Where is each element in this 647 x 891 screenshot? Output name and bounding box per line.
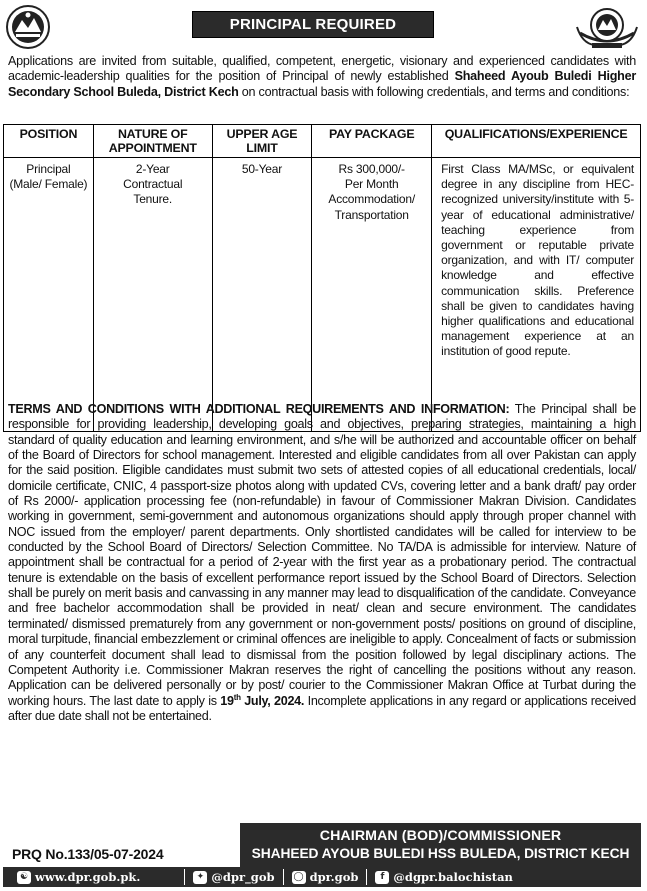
intro-text-after: on contractual basis with following credentials, and terms and conditions: xyxy=(238,84,630,99)
footer-instagram[interactable]: ◯ dpr.gob xyxy=(293,870,359,884)
cell-pay: Rs 300,000/- Per Month Accommodation/ Transportation xyxy=(312,158,432,432)
cell-position: Principal (Male/ Female) xyxy=(4,158,94,432)
header-nature: NATURE OF APPOINTMENT xyxy=(93,125,212,158)
school-name: Shaheed Ayoub Buledi Higher Secondary School Buleda, District Kech xyxy=(8,69,636,99)
government-logo-icon xyxy=(5,4,51,50)
cell-nature: 2-Year Contractual Tenure. xyxy=(93,158,212,432)
footer-divider xyxy=(366,869,367,885)
table-row xyxy=(4,158,641,432)
terms-paragraph xyxy=(8,402,636,724)
intro-text-before: Applications are invited from suitable, qualified, competent, energetic, visionary and experienced candidates with academic-leadership qualities for the position of Principal of newly established xyxy=(8,54,636,84)
terms-closing: Incomplete applications in any regard or applications received after due date shall not be entertained. xyxy=(8,693,636,723)
cell-age: 50-Year xyxy=(212,158,312,432)
twitter-icon: ✦ xyxy=(193,871,207,884)
intro-paragraph xyxy=(8,54,636,100)
footer-facebook[interactable]: f @dgpr.balochistan xyxy=(375,870,513,884)
signature-line-2: SHAHEED AYOUB BULEDI HSS BULEDA, DISTRICT KECH xyxy=(251,846,630,861)
header-age: UPPER AGE LIMIT xyxy=(212,125,312,158)
header xyxy=(0,0,647,54)
table-header-row xyxy=(4,125,641,158)
cell-qualifications: First Class MA/MSc, or equivalent degree in any discipline from HEC-recognized university/institute with 5-year of educational administrative/ teaching experience from government or reputable private organization, and with IT/ computer knowledge and effective communication skills. Preference shall be given to candidates having higher qualifications and educational management experience at an institution of good repute. xyxy=(432,158,641,432)
signature-block xyxy=(240,823,641,868)
instagram-icon: ◯ xyxy=(293,871,304,882)
header-pay: PAY PACKAGE xyxy=(312,125,432,158)
deadline-date: 19th July, 2024. xyxy=(220,692,305,708)
page-title: PRINCIPAL REQUIRED xyxy=(192,11,434,38)
footer-twitter[interactable]: ✦ @dpr_gob xyxy=(193,870,274,884)
prq-number: PRQ No.133/05-07-2024 xyxy=(12,846,164,862)
footer-bar xyxy=(3,867,641,887)
footer-divider xyxy=(283,869,284,885)
terms-body: The Principal shall be responsible for providing leadership, developing goals and objectives, preparing strategies, maintaining a high standard of quality education and learning environment, and s/he will be authorized and accountable officer on behalf of the Board of Directors for school management. Interested and eligible candidates from all over Pakistan can apply for the said position. Eligible candidates must submit two sets of attested copies of all educational credentials, local/ domicile certificate, CNIC, 4 passport-size photos along with updated CVs, covering letter and a bank draft/ pay order of Rs 2000/- application processing fee (non-refundable) in favour of Commissioner Makran Division. Candidates working in government, semi-government and autonomous organizations should apply through proper channel with NOC issued from the employer/ parent departments. Only shortlisted candidates will be called for interview to be conducted by the School Board of Directors/ Selection Committee. No TA/DA is admissible for interview. Nature of appointment shall be contractual for a period of 2-year with the first year as a probationary period. The contractual tenure is extendable on the basis of excellent performance report issued by the School Board of Directors. Selection shall be purely on merit basis and canvassing in any manner may lead to disqualification of the candidate. Conveyance and free bachelor accommodation shall be provided in neat/ clean and secure environment. The candidates terminated/ dismissed prematurely from any government or non-government posts/ positions on ground of discipline, moral turpitude, financial embezzlement or criminal offences are ineligible to apply. Concealment of facts or submission of any counterfeit document shall lead to dismissal from the position followed by legal disciplinary actions. The Competent Authority i.e. Commissioner Makran reserves the right of cancelling the positions without any reason. Application can be delivered personally or by post/ courier to the Commissioner Makran Office at Turbat during the working hours. The last date to apply is xyxy=(8,402,636,708)
signature-line-1: CHAIRMAN (BOD)/COMMISSIONER xyxy=(319,828,562,844)
positions-table xyxy=(3,124,641,432)
globe-icon: ☯ xyxy=(17,871,31,884)
footer-divider xyxy=(184,869,185,885)
school-emblem-icon xyxy=(574,3,640,53)
footer-website[interactable]: ☯ www.dpr.gob.pk. xyxy=(17,870,140,884)
header-qualifications: QUALIFICATIONS/EXPERIENCE xyxy=(432,125,641,158)
header-position: POSITION xyxy=(4,125,94,158)
terms-heading: TERMS AND CONDITIONS WITH ADDITIONAL REQUIREMENTS AND INFORMATION: xyxy=(8,402,510,416)
facebook-icon: f xyxy=(375,871,389,884)
